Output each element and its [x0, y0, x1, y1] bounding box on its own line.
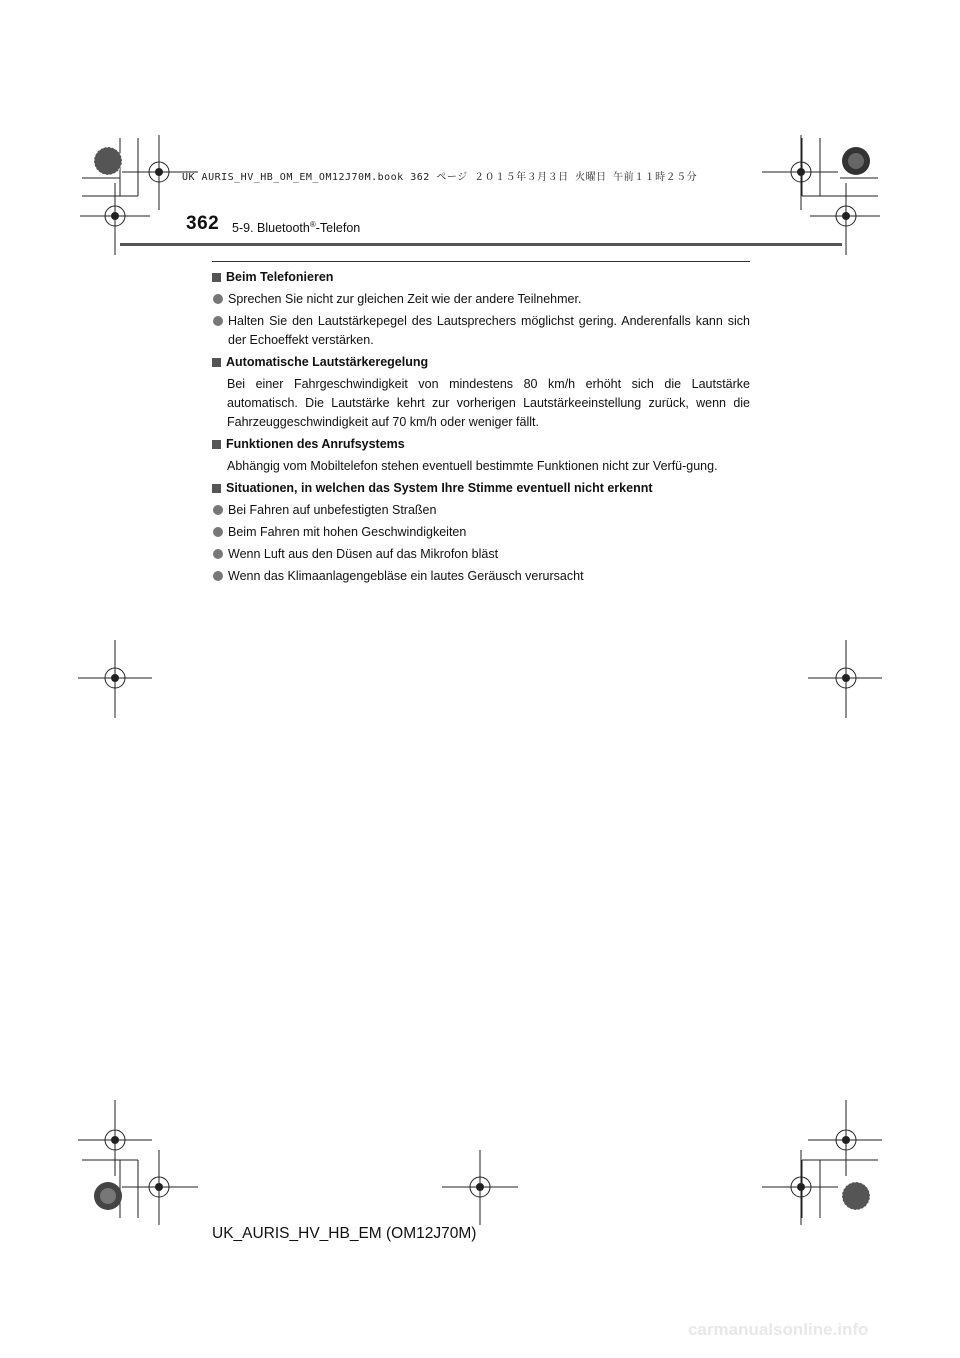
square-bullet-icon — [212, 273, 221, 282]
section-paragraph: Bei einer Fahrgeschwindigkeit von mindestens 80 km/h erhöht sich die Lautstärke automatisch. Die Lautstärke kehrt zur vorherigen Lautstärkeeinstellung zurück, wenn die Fahrzeuggeschwindigkeit auf 70 km/h oder weniger fällt. — [227, 377, 750, 429]
section-title: Situationen, in welchen das System Ihre Stimme eventuell nicht erkennt — [226, 481, 653, 495]
chapter-prefix: 5-9. Bluetooth — [232, 221, 310, 236]
section-title: Beim Telefonieren — [226, 270, 334, 284]
section-funktionen-anrufsystem — [212, 435, 750, 476]
circle-bullet-icon — [213, 527, 223, 537]
chapter-suffix: -Telefon — [315, 221, 361, 236]
watermark: carmanualsonline.info — [688, 1320, 869, 1339]
content-rule — [212, 261, 750, 262]
circle-bullet-icon — [213, 571, 223, 581]
section-title: Automatische Lautstärkeregelung — [226, 355, 429, 369]
chapter-title — [232, 220, 360, 235]
list-item: Sprechen Sie nicht zur gleichen Zeit wie der andere Teilnehmer. — [212, 290, 750, 309]
list-item: Beim Fahren mit hohen Geschwindigkeiten — [212, 523, 750, 542]
section-automatische-lautstaerkeregelung — [212, 353, 750, 432]
book-file-info: UK AURIS_HV_HB_OM_EM_OM12J70M.book 362 ページ ２０１５年３月３日 火曜日 午前１１時２５分 — [182, 172, 698, 183]
square-bullet-icon — [212, 358, 221, 367]
circle-bullet-icon — [213, 294, 223, 304]
section-beim-telefonieren — [212, 268, 750, 350]
footer-model-code: UK_AURIS_HV_HB_EM (OM12J70M) — [212, 1225, 477, 1242]
circle-bullet-icon — [213, 505, 223, 515]
list-item: Halten Sie den Lautstärkepegel des Lautsprechers möglichst gering. Anderenfalls kann sich der Echoeffekt verstärken. — [212, 312, 750, 350]
registered-mark: ® — [309, 220, 316, 229]
page-content — [212, 268, 750, 589]
list-item: Wenn das Klimaanlagengebläse ein lautes Geräusch verursacht — [212, 567, 750, 586]
list-item: Bei Fahren auf unbefestigten Straßen — [212, 501, 750, 520]
square-bullet-icon — [212, 440, 221, 449]
section-title: Funktionen des Anrufsystems — [226, 437, 405, 451]
circle-bullet-icon — [213, 549, 223, 559]
header-rule — [120, 243, 842, 246]
section-situationen — [212, 479, 750, 586]
page-number: 362 — [186, 213, 220, 234]
circle-bullet-icon — [213, 316, 223, 326]
square-bullet-icon — [212, 484, 221, 493]
list-item: Wenn Luft aus den Düsen auf das Mikrofon bläst — [212, 545, 750, 564]
section-paragraph: Abhängig vom Mobiltelefon stehen eventuell bestimmte Funktionen nicht zur Verfü-gung. — [227, 459, 718, 473]
